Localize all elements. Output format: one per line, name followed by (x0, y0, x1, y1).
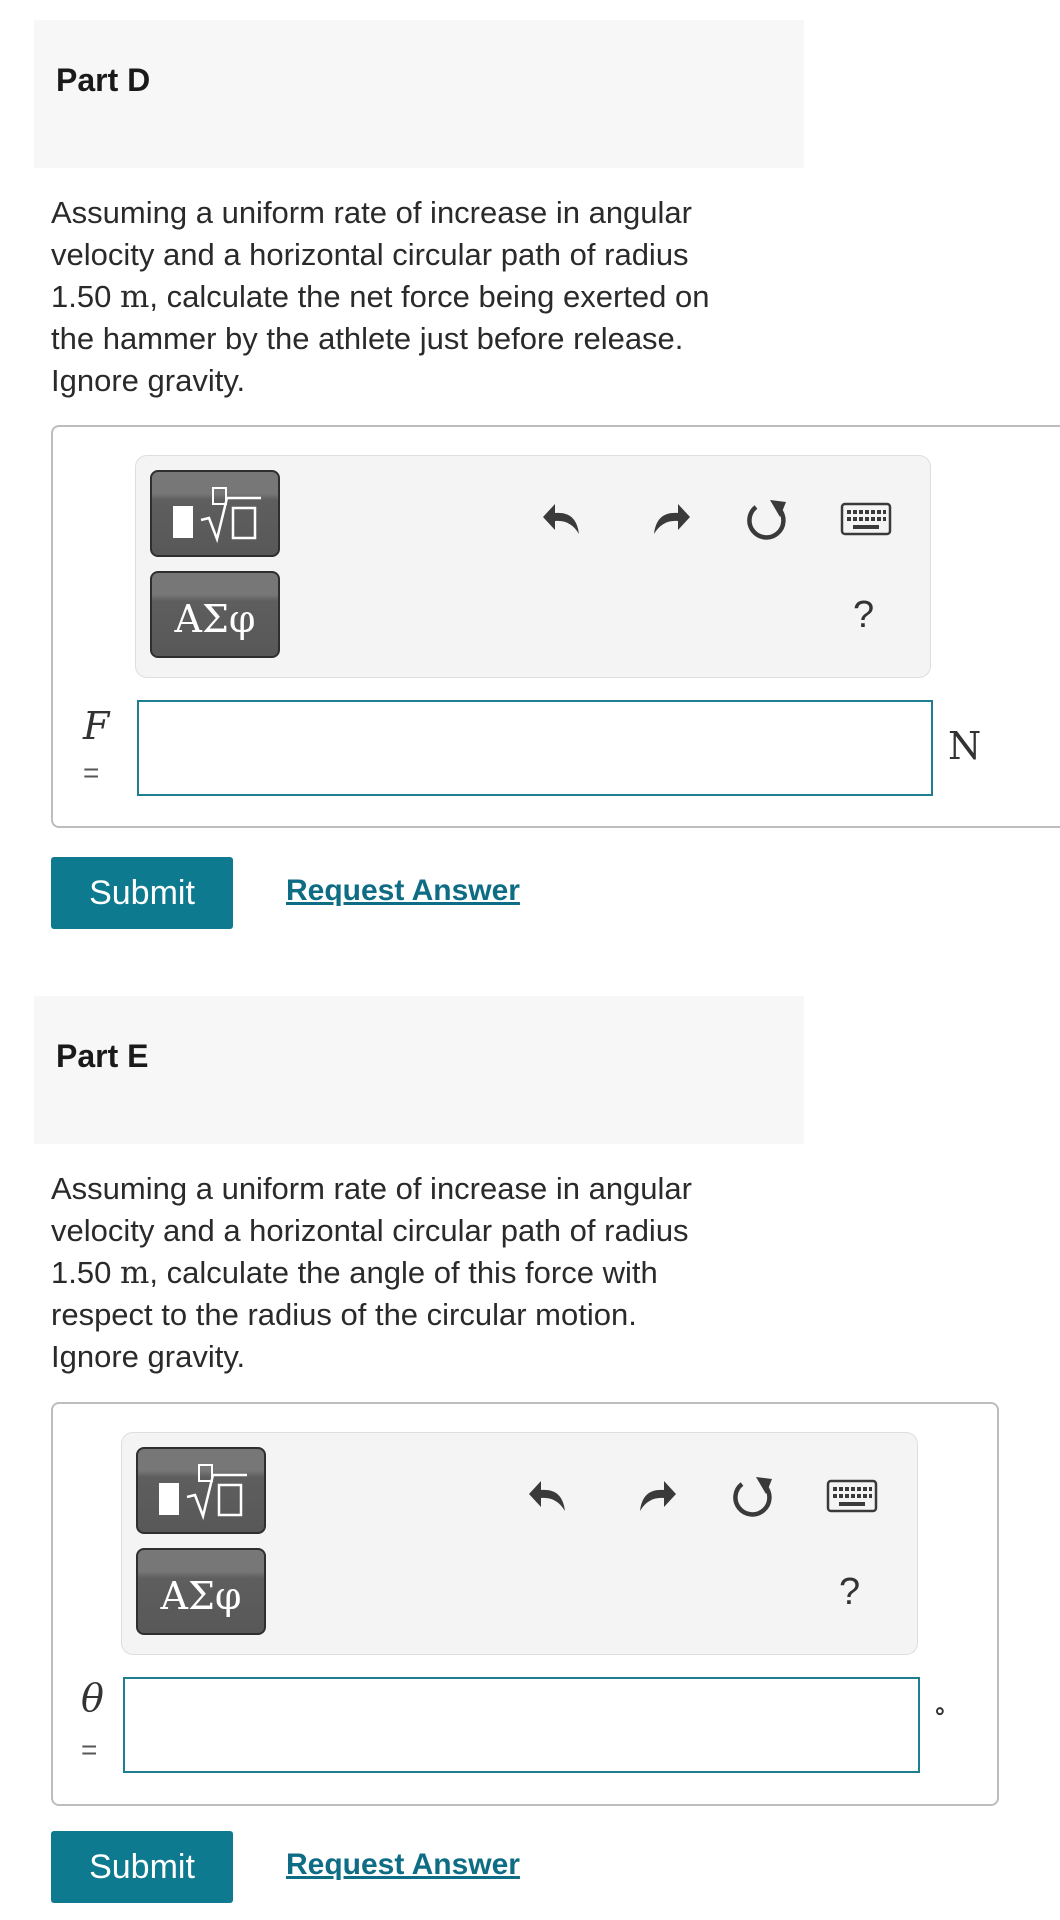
part-e-title: Part E (56, 1038, 149, 1074)
part-d-question-line (51, 276, 811, 318)
part-e-question-line: velocity and a horizontal circular path of radius (51, 1213, 689, 1248)
degree-unit-label: ∘ (933, 1694, 947, 1727)
symbols-button[interactable] (150, 571, 280, 658)
template-radical-icon (163, 484, 267, 544)
part-e-math-toolbar (121, 1432, 918, 1655)
part-e-request-answer-link[interactable]: Request Answer (286, 1848, 520, 1881)
keyboard-icon[interactable] (826, 1479, 878, 1513)
part-d-question-line: Ignore gravity. (51, 363, 246, 398)
variable-label: F (83, 704, 110, 748)
redo-icon[interactable] (644, 494, 692, 542)
part-d-header (34, 20, 804, 168)
equals-label: = (83, 757, 100, 788)
templates-button[interactable] (136, 1447, 266, 1534)
radius-value: 1.50 (51, 279, 112, 314)
part-e-question-line (51, 1252, 811, 1294)
redo-icon[interactable] (630, 1471, 678, 1519)
symbols-button[interactable] (136, 1548, 266, 1635)
part-d-question-line: the hammer by the athlete just before release. (51, 321, 684, 356)
equals-label: = (81, 1734, 98, 1765)
keyboard-icon[interactable] (840, 502, 892, 536)
radius-unit: m (119, 1255, 150, 1291)
part-e-answer-box (51, 1402, 999, 1806)
part-d-math-toolbar (135, 455, 931, 678)
part-e-question-text: , calculate the angle of this force with (149, 1255, 658, 1290)
part-e-header (34, 996, 804, 1144)
symbols-label: ΑΣφ (160, 1573, 242, 1618)
help-button[interactable]: ? (853, 594, 875, 636)
part-d-submit-button[interactable]: Submit (51, 857, 233, 929)
part-e-question-line: Ignore gravity. (51, 1339, 246, 1374)
undo-icon[interactable] (541, 494, 589, 542)
part-e-question (51, 1168, 811, 1378)
part-d-title: Part D (56, 62, 151, 98)
reset-icon[interactable] (728, 1471, 778, 1521)
unit-label: N (948, 724, 982, 768)
part-d-question (51, 192, 811, 402)
part-d-answer-input[interactable] (137, 700, 933, 796)
template-radical-icon (149, 1461, 253, 1521)
part-d-question-text: , calculate the net force being exerted on (149, 279, 710, 314)
part-d-question-line: velocity and a horizontal circular path of radius (51, 237, 689, 272)
part-e-question-line: Assuming a uniform rate of increase in angular (51, 1171, 692, 1206)
part-e-question-line: respect to the radius of the circular motion. (51, 1297, 637, 1332)
symbols-label: ΑΣφ (174, 596, 256, 641)
radius-unit: m (119, 279, 150, 315)
radius-value: 1.50 (51, 1255, 112, 1290)
part-e-answer-input[interactable] (123, 1677, 920, 1773)
help-button[interactable]: ? (839, 1571, 861, 1613)
part-d-answer-box (51, 425, 1060, 828)
undo-icon[interactable] (527, 1471, 575, 1519)
variable-label: θ (81, 1676, 104, 1720)
templates-button[interactable] (150, 470, 280, 557)
part-d-question-line: Assuming a uniform rate of increase in angular (51, 195, 692, 230)
part-e-submit-button[interactable]: Submit (51, 1831, 233, 1903)
part-d-request-answer-link[interactable]: Request Answer (286, 874, 520, 907)
reset-icon[interactable] (742, 494, 792, 544)
